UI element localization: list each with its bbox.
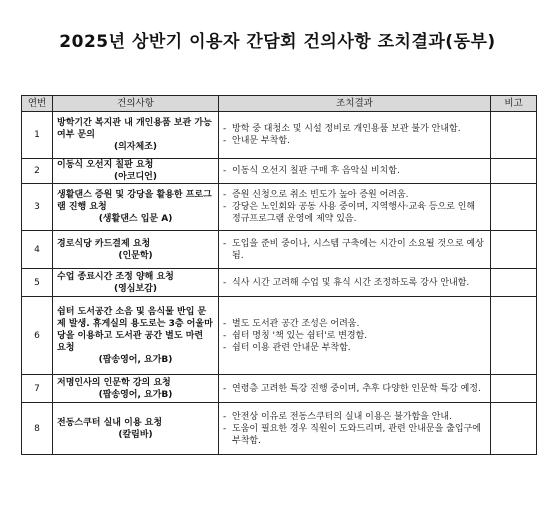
result-item: - 안전상 이유로 전동스쿠터의 실내 이용은 불가함을 안내. [223,411,486,423]
note-cell [491,159,537,184]
result-cell [219,403,491,455]
result-cell [219,184,491,231]
suggestion-cell [53,403,219,455]
suggestions-table [21,95,537,455]
row-number: 1 [22,112,53,159]
note-cell [491,403,537,455]
note-cell [491,112,537,159]
result-item: - 안내문 부착함. [223,135,486,147]
table-row [22,375,537,403]
table-row [22,159,537,184]
suggestion-cell [53,112,219,159]
suggestion-source: (팝송영어, 요가B) [98,354,173,365]
table-row [22,184,537,231]
suggestion-cell [53,231,219,269]
result-cell [219,375,491,403]
suggestion-cell [53,184,219,231]
suggestion-source: (생활댄스 입문 A) [98,214,173,224]
table-row [22,231,537,269]
header-no: 연번 [22,96,53,112]
suggestion-text: 저명인사의 인문학 강의 요청 [57,377,171,388]
suggestion-text: 방학기간 복지관 내 개인용품 보관 가능여부 문의 [57,118,212,140]
row-number: 6 [22,297,53,375]
result-item: - 방학 중 대청소 및 시설 정비로 개인용품 보관 불가 안내함. [223,123,486,135]
suggestion-source: (팝송영어, 요가B) [98,389,173,400]
suggestion-cell [53,375,219,403]
result-item: - 증원 신청으로 취소 빈도가 높아 증원 어려움. [223,189,486,201]
table-row [22,112,537,159]
suggestion-text: 경로식당 카드결제 요청 [57,238,151,249]
row-number: 4 [22,231,53,269]
result-cell [219,159,491,184]
document-title: 2025년 상반기 이용자 간담회 건의사항 조치결과(동부) [59,32,496,52]
suggestion-source: (영심보감) [113,283,157,294]
suggestion-source: (칼림바) [118,429,153,440]
result-cell [219,112,491,159]
row-number: 7 [22,375,53,403]
suggestion-source: (인문학) [118,250,153,261]
suggestion-cell [53,159,219,184]
result-item: - 쉼터 명칭 '책 있는 쉼터'로 변경함. [223,330,486,342]
suggestion-source: (아코디언) [113,172,157,182]
row-number: 2 [22,159,53,184]
result-item: - 별도 도서관 공간 조성은 어려움. [223,318,486,330]
suggestion-cell [53,297,219,375]
result-item: - 식사 시간 고려해 수업 및 휴식 시간 조정하도록 강사 안내함. [223,277,486,289]
suggestion-cell [53,269,219,297]
note-cell [491,297,537,375]
row-number: 5 [22,269,53,297]
result-item: - 도입을 준비 중이나, 시스템 구축에는 시간이 소요될 것으로 예상됨. [223,238,486,262]
suggestion-text: 전동스쿠터 실내 이용 요청 [57,417,163,428]
result-item: - 쉼터 이용 관련 안내문 부착함. [223,342,486,354]
result-cell [219,269,491,297]
header-note: 비고 [491,96,537,112]
result-cell [219,231,491,269]
suggestion-text: 수업 종료시간 조정 양해 요청 [57,271,174,282]
note-cell [491,184,537,231]
row-number: 3 [22,184,53,231]
table-row [22,403,537,455]
note-cell [491,375,537,403]
header-result: 조치결과 [219,96,491,112]
row-number: 8 [22,403,53,455]
result-item: - 도움이 필요한 경우 직원이 도와드리며, 관련 안내문을 출입구에 부착함. [223,423,486,447]
note-cell [491,269,537,297]
result-item: - 이동식 오선지 칠판 구매 후 음악실 비치함. [223,165,486,177]
table-header-row [22,96,537,112]
result-item: - 연령층 고려한 특강 진행 중이며, 추후 다양한 인문학 특강 예정. [223,383,486,395]
suggestion-text: 이동식 오선지 칠판 요청 [57,160,154,170]
header-suggestion: 건의사항 [53,96,219,112]
suggestion-source: (의자체조) [113,142,157,152]
result-item: - 강당은 노인회와 공동 사용 중이며, 지역행사·교육 등으로 인해 정규프로그램 운영에 제약 있음. [223,201,486,225]
note-cell [491,231,537,269]
result-cell [219,297,491,375]
table-row [22,297,537,375]
suggestion-text: 쉼터 도서공간 소음 및 음식물 반입 문제 발생. 휴게실의 용도로는 3층 어울마당을 이용하고 도서관 공간 별도 마련 요청 [57,306,213,353]
table-row [22,269,537,297]
suggestion-text: 생활댄스 증원 및 강당을 활용한 프로그램 진행 요청 [57,190,212,212]
